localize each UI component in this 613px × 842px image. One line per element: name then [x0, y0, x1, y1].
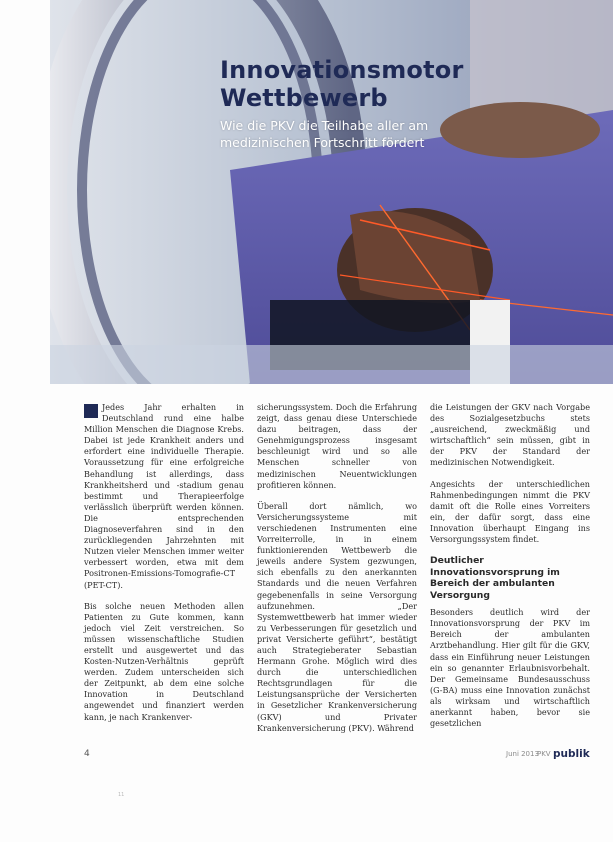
- page-number: 4: [84, 749, 90, 759]
- paragraph-text: Jedes Jahr erhalten in Deutschland rund eine halbe Million Menschen die Diagnose Krebs. Dabei ist jede Krankheit anders und erfordert eine individuelle Therapie. Voraussetzung für eine erfolgreiche Behandlung ist allerdings, dass Krankheitsherd und -stadium genau bestimmt und Therapieerfolge verlässlich überprüft werden können. Die entsprechenden Diagnoseverfahren sind in den zurückliegenden Jahrzehnten mit Nutzen vieler Menschen immer weiter verbessert worden, etwa mit dem Positronen-Emissions-Tomografie-CT (PET-CT).: [84, 402, 244, 590]
- section-heading: Deutlicher Innovationsvorsprung im Bereich der ambulanten Versorgung: [430, 555, 560, 601]
- drop-square-icon: [84, 404, 98, 418]
- paragraph: Überall dort nämlich, wo Versicherungssysteme mit verschiedenen Instrumenten eine Vorreiterrolle, in in einem funktionierenden Wettbewerb die jeweils andere System gezwungen, sich ebenfalls zu den anerkannten Standards und die neuen Verfahren gegebenenfalls in seine Versorgung aufzunehmen. „Der Systemwettbewerb hat immer wieder zu Verbesserungen für gesetzlich und privat Versicherte geführt“, bestätigt auch Strategieberater Sebastian Hermann Grohe. Möglich wird dies durch die unterschiedlichen Rechtsgrundlagen für die Leistungsansprüche der Versicherten in Gesetzlicher Krankenversicherung (GKV) und Privater Krankenversicherung (PKV). Während: [257, 500, 417, 733]
- paragraph: sicherungssystem. Doch die Erfahrung zeigt, dass genau diese Unterschiede dazu beitragen, dass der Genehmigungsprozess insgesamt beschleunigt wird und so alle Menschen schneller von medizinischen Neuentwicklungen profitieren können.: [257, 402, 417, 490]
- text-column-3: [430, 402, 590, 739]
- logo-prefix: PKV: [537, 750, 551, 758]
- headline-line-1: Innovationsmotor: [220, 56, 464, 84]
- text-column-1: [84, 402, 244, 733]
- page-footer: [0, 749, 613, 765]
- article-subheadline: [220, 117, 580, 151]
- scan-mark: 11: [118, 792, 125, 798]
- paragraph: Besonders deutlich wird der Innovationsvorsprung der PKV im Bereich der ambulanten Arztbehandlung. Hier gilt für die GKV, dass ein Einführung neuer Leistungen ein so genannter Erlaubnisvorbehalt. Der Gemeinsame Bundesausschuss (G-BA) muss eine Innovation zunächst als wirksam und wirtschaftlich anerkannt haben, bevor sie gesetzlichen: [430, 607, 590, 729]
- paragraph: die Leistungen der GKV nach Vorgabe des Sozialgesetzbuchs stets „ausreichend, zweckmäßig und wirtschaftlich“ sein müssen, gibt in der PKV der Standard der medizinischen Notwendigkeit.: [430, 402, 590, 468]
- issue-date: Juni 2013: [506, 750, 539, 758]
- publication-logo: publik: [553, 748, 590, 760]
- hero-photo: [50, 0, 613, 384]
- article-headline: [220, 56, 600, 112]
- paragraph: Angesichts der unterschiedlichen Rahmenbedingungen nimmt die PKV damit oft die Rolle eines Vorreiters ein, der dafür sorgt, dass eine Innovation überhaupt Eingang ins Versorgungssystem findet.: [430, 478, 590, 545]
- paragraph: [84, 402, 244, 591]
- text-column-2: [257, 402, 417, 744]
- subhead-line-1: Wie die PKV die Teilhabe aller am: [220, 118, 429, 133]
- paragraph: Bis solche neuen Methoden allen Patienten zu Gute kommen, kann jedoch viel Zeit verstreichen. So müssen wissenschaftliche Studien erstellt und ausgewertet und das Kosten-Nutzen-Verhältnis geprüft werden. Zudem unterscheiden sich der Zeitpunkt, ab dem eine solche Innovation in Deutschland angewendet und finanziert werden kann, je nach Krankenver-: [84, 600, 244, 722]
- headline-line-2: Wettbewerb: [220, 84, 388, 112]
- subhead-line-2: medizinischen Fortschritt fördert: [220, 135, 425, 150]
